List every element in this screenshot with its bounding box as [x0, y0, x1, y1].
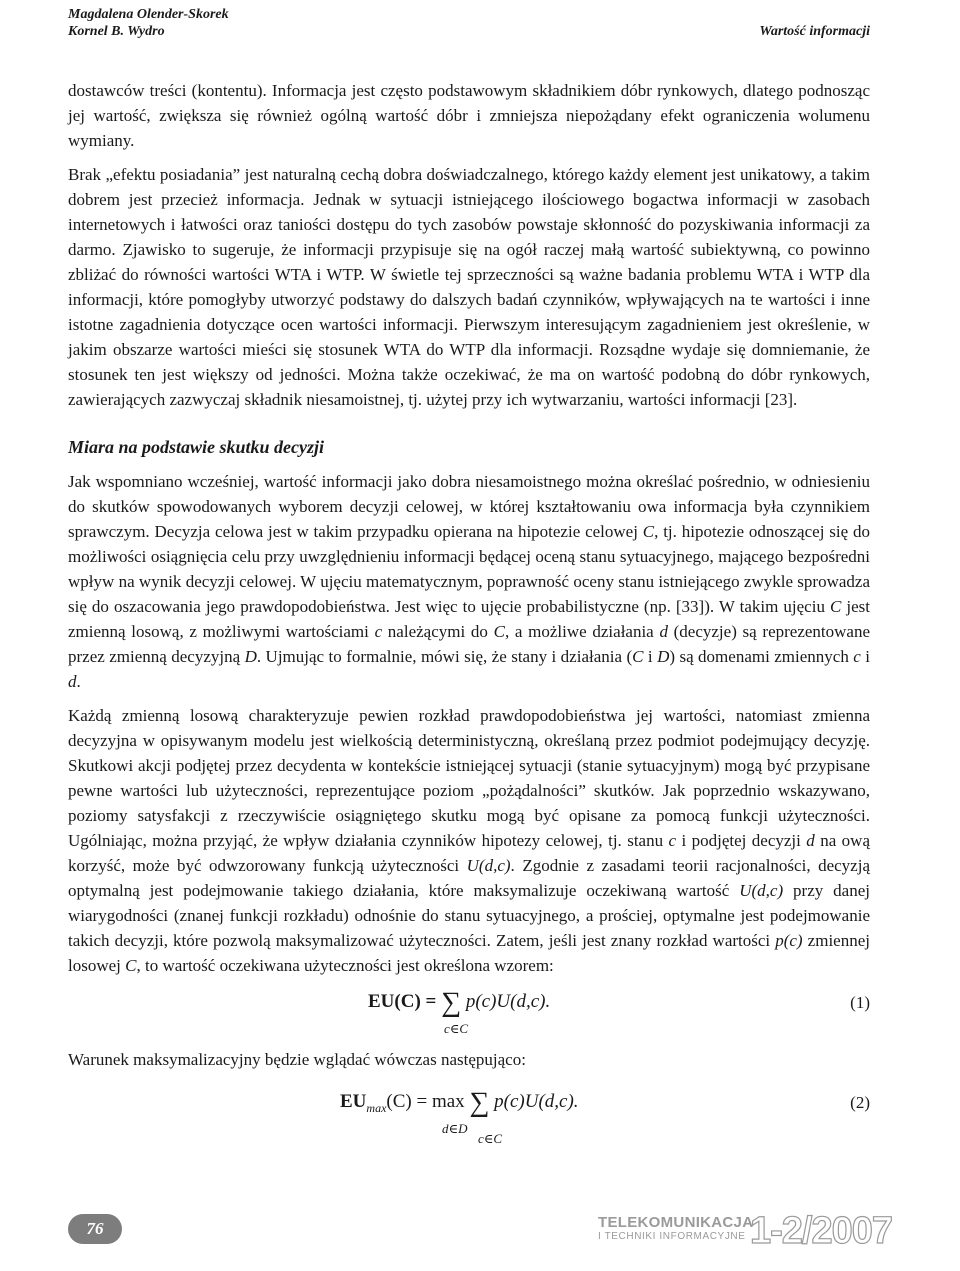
eq2-sum-subscript: c∈C: [478, 1131, 503, 1146]
paragraph-3: Jak wspomniano wcześniej, wartość informacji jako dobra niesamoistnego można określać pośrednio, w odniesieniu do skutków spowodowanych wyborem decyzji celowej, w której kształtowaniu owa informacja była czynnikiem sprawczym. Decyzja celowa jest w takim przypadku opierana na hipotezie celowej C, tj. hipotezie odnoszącej się do możliwości osiągnięcia celu przy uwzględnieniu informacji będącej oceną stanu sytuacyjnego, mającego bezpośredni wpływ na wynik decyzji celowej. W ujęciu matematycznym, poprawność oceny stanu istniejącego zwykle sprowadza się do oszacowania jego prawdopodobieństwa. Jest więc to ujęcie probabilistyczne (np. [33]). W takim ujęciu C jest zmienną losową, z możliwymi wartościami c należącymi do C, a możliwe działania d (decyzje) są reprezentowane przez zmienną decyzyjną D. Ujmując to formalnie, mówi się, że stany i działania (C i D) są domenami zmiennych c i d.: [68, 472, 871, 691]
journal-brand: [598, 1216, 753, 1244]
eq2-number: (2): [850, 1093, 870, 1112]
page-number: 76: [68, 1214, 122, 1244]
eq2-lhs-E: EU: [340, 1091, 367, 1112]
article-body: [68, 78, 871, 1146]
brand-line-2: I TECHNIKI INFORMACYJNE: [598, 1231, 746, 1242]
running-title: Wartość informacji: [759, 24, 870, 39]
paragraph-5: Warunek maksymalizacyjny będzie wglądać wówczas następująco:: [68, 1050, 526, 1069]
sum-symbol-2: ∑: [469, 1087, 490, 1118]
eq2-max-subscript: d∈D: [442, 1121, 468, 1136]
page-header: [68, 6, 870, 40]
eq1-rhs: p(c)U(d,c).: [465, 991, 551, 1012]
eq1-number: (1): [850, 993, 870, 1012]
eq2-lhs-subscript: max: [366, 1100, 387, 1115]
author-2: Kornel B. Wydro: [68, 24, 165, 39]
paragraph-1: dostawców treści (kontentu). Informacja jest często podstawowym składnikiem dóbr rynkowych, dlatego podnosząc jej wartość, zwiększa się również ogólną wartość dóbr i zmniejsza niepożądany efekt ograniczenia wolumenu wymiany.: [68, 81, 870, 150]
page-footer: [0, 1212, 960, 1262]
eq1-lhs: EU(C) =: [368, 991, 437, 1012]
equation-2: [68, 1072, 870, 1146]
brand-line-1: TELEKOMUNIKACJA: [598, 1214, 754, 1231]
author-1: Magdalena Olender-Skorek: [68, 7, 229, 22]
paragraph-2: Brak „efektu posiadania” jest naturalną cechą dobra doświadczalnego, którego każdy element jest unikatowy, a takim dobrem jest przecież informacja. Jednak w sytuacji istniejącego ilościowego bogactwa informacji w zasobach internetowych i łatwości oraz taniości dostępu do tych zasobów powstaje skłonność do pozyskiwania informacji za darmo. Zjawisko to sugeruje, że informacji przypisuje się na ogół raczej małą wartość subiektywną, co powinno zbliżać do równości wartości WTA i WTP. W świetle tej sprzeczności są ważne badania problemu WTA i WTP dla informacji, które pomogłyby utworzyć podstawy do dalszych badań czynników, wpływających na te wartości i inne istotne zagadnienia dotyczące ocen wartości informacji. Pierwszym interesującym zagadnieniem jest określenie, w jakim obszarze wartości mieści się stosunek WTA do WTP dla informacji. Rozsądne wydaje się domniemanie, że stosunek ten jest większy od jedności. Można także oczekiwać, że ma on wartość podobną do dóbr rynkowych, zawierających zazwyczaj składnik niesamoistnej, tj. użytej przy ich wytwarzaniu, wartości informacji [23].: [68, 165, 870, 409]
eq1-sum-subscript: c∈C: [444, 1021, 469, 1036]
sum-symbol: ∑: [441, 987, 462, 1018]
equation-1: [68, 978, 870, 1038]
section-title: Miara na podstawie skutku decyzji: [68, 437, 325, 457]
paragraph-4: Każdą zmienną losową charakteryzuje pewien rozkład prawdopodobieństwa jej wartości, natomiast zmienna decyzyjna w opisywanym modelu jest wielkością deterministyczną, określaną przez podmiot podejmujący decyzję. Skutkowi akcji podjętej przez decydenta w kontekście istniejącej sytuacji (stanie sytuacyjnym) mogą być przypisane pewne wartości lub użyteczności, reprezentujące poziom „pożądalności” skutków. Jak poprzednio wskazywano, poziomy satysfakcji z rzeczywiście osiągniętego skutku mogą być opisane za pomocą funkcji użyteczności. Ugólniając, można przyjąć, że wpływ działania czynników hipotezy celowej, tj. stanu c i podjętej decyzji d na ową korzyść, może być odwzorowany funkcją użyteczności U(d,c). Zgodnie z zasadami teorii racjonalności, decyzją optymalną jest podejmowanie takiego działania, które maksymalizuje oczekiwaną wartość U(d,c) przy danej wiarygodności (znanej funkcji rozkładu) odnośnie do stanu sytuacyjnego, a prościej, optymalne jest podejmowanie takich decyzji, które pozwolą maksymalizować użyteczności. Zatem, jeśli jest znany rozkład wartości p(c) zmiennej losowej C, to wartość oczekiwana użyteczności jest określona wzorem:: [68, 706, 870, 975]
eq2-rhs: p(c)U(d,c).: [494, 1091, 579, 1112]
issue-number: 1-2/2007: [750, 1210, 893, 1252]
eq2-lhs-rest: (C) = max: [386, 1091, 465, 1112]
